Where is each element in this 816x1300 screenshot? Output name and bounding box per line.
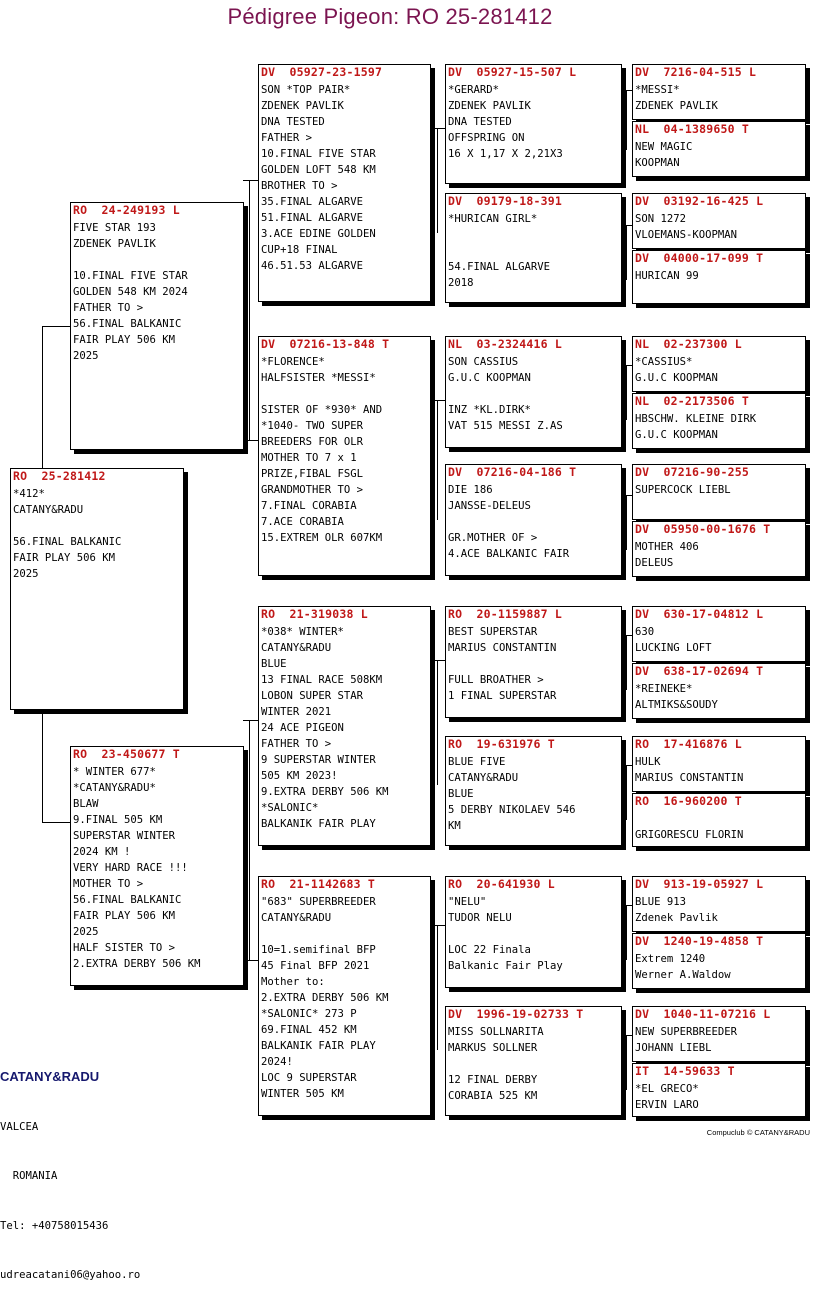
card-line: HBSCHW. KLEINE DIRK [635, 413, 757, 425]
card-line: * WINTER 677* [73, 766, 156, 778]
card-line: 9.EXTRA DERBY 506 KM [261, 786, 389, 798]
card-line: 9.FINAL 505 KM [73, 814, 163, 826]
card-notes [446, 1022, 621, 1104]
card-line: *EL GRECO* [635, 1083, 699, 1095]
connector [622, 225, 632, 226]
card-line: BALKANIK FAIR PLAY [261, 1040, 376, 1052]
pedigree-card-g12[interactable] [632, 793, 806, 847]
card-line: *CASSIUS* [635, 356, 693, 368]
card-notes [446, 752, 621, 834]
card-line: DNA TESTED [261, 116, 325, 128]
ring-number: RO 20-641930 L [448, 877, 555, 891]
card-notes [11, 484, 183, 582]
ring-number: DV 638-17-02694 T [635, 664, 764, 678]
card-line: G.U.C KOOPMAN [448, 372, 531, 384]
card-line: GRANDMOTHER TO > [261, 484, 364, 496]
card-line [448, 926, 619, 942]
card-line: 56.FINAL BALKANIC [13, 536, 122, 548]
card-line: MARKUS SOLLNER [448, 1042, 538, 1054]
card-line: TUDOR NELU [448, 912, 512, 924]
card-notes [446, 622, 621, 704]
ring-number: DV 05950-00-1676 T [635, 522, 771, 536]
connector [243, 720, 258, 721]
card-line: 9 SUPERSTAR WINTER [261, 754, 376, 766]
card-line: 35.FINAL ALGARVE [261, 196, 364, 208]
card-line: FAIR PLAY 506 KM [73, 910, 176, 922]
card-line: 10.FINAL FIVE STAR [73, 270, 188, 282]
card-line: "683" SUPERBREEDER [261, 896, 376, 908]
card-line: INZ *KL.DIRK* [448, 404, 531, 416]
card-line: BREEDERS FOR OLR [261, 436, 364, 448]
card-line: 2.EXTRA DERBY 506 KM [73, 958, 201, 970]
card-line: MOTHER TO 7 x 1 [261, 452, 357, 464]
pedigree-card-mmm[interactable] [445, 1006, 622, 1116]
card-line: 12 FINAL DERBY [448, 1074, 538, 1086]
ring-number: IT 14-59633 T [635, 1064, 735, 1078]
pedigree-card-ff[interactable] [258, 64, 431, 302]
card-notes [446, 80, 621, 162]
connector [626, 765, 627, 820]
card-notes [71, 762, 243, 972]
card-line: G.U.C KOOPMAN [635, 372, 718, 384]
card-line: ALTMIKS&SOUDY [635, 699, 718, 711]
connector [622, 905, 632, 906]
pedigree-card-g11[interactable] [632, 736, 806, 792]
card-line: CATANY&RADU [448, 772, 519, 784]
card-line: CATANY&RADU [261, 642, 332, 654]
ring-number: DV 1996-19-02733 T [448, 1007, 584, 1021]
breeder-country: ROMANIA [0, 1170, 58, 1182]
card-line [448, 656, 619, 672]
connector [437, 925, 438, 1050]
card-line: SUPERSTAR WINTER [73, 830, 176, 842]
card-notes [633, 480, 805, 498]
connector [243, 440, 258, 441]
card-line: JANSSE-DELEUS [448, 500, 531, 512]
card-line: DNA TESTED [448, 116, 512, 128]
card-line: 46.51.53 ALGARVE [261, 260, 364, 272]
card-line: *1040- TWO SUPER [261, 420, 364, 432]
card-line: KOOPMAN [635, 157, 680, 169]
card-line: ERVIN LARO [635, 1099, 699, 1111]
card-line: JOHANN LIEBL [635, 1042, 712, 1054]
card-line: BEST SUPERSTAR [448, 626, 538, 638]
card-line: 45 Final BFP 2021 [261, 960, 370, 972]
card-notes [633, 1079, 805, 1113]
card-line: 5 DERBY NIKOLAEV 546 [448, 804, 576, 816]
pedigree-card-g15[interactable] [632, 1006, 806, 1062]
card-line: CORABIA 525 KM [448, 1090, 538, 1102]
pedigree-card-g3[interactable] [632, 193, 806, 249]
card-line: SON *TOP PAIR* [261, 84, 351, 96]
pedigree-card-g5[interactable] [632, 336, 806, 392]
card-line: Balkanic Fair Play [448, 960, 563, 972]
ring-number: DV 1240-19-4858 T [635, 934, 764, 948]
card-notes [633, 352, 805, 386]
breeder-phone[interactable]: Tel: +40758015436 [0, 1219, 109, 1232]
card-notes [259, 622, 430, 832]
card-notes [633, 752, 805, 786]
connector [626, 225, 627, 280]
pedigree-card-fmm[interactable] [445, 464, 622, 576]
card-line: *SALONIC* 273 P [261, 1008, 357, 1020]
card-line: 2024 KM ! [73, 846, 131, 858]
connector [626, 635, 627, 690]
card-line: 24 ACE PIGEON [261, 722, 344, 734]
card-line: Werner A.Waldow [635, 969, 731, 981]
card-line: SON CASSIUS [448, 356, 519, 368]
pedigree-card-fff[interactable] [445, 64, 622, 184]
card-line: *038* WINTER* [261, 626, 344, 638]
connector [626, 905, 627, 960]
card-line: G.U.C KOOPMAN [635, 429, 718, 441]
card-line: Mother to: [261, 976, 325, 988]
connector [626, 1035, 627, 1090]
connector [626, 90, 627, 150]
connector [437, 400, 438, 520]
card-line: 2025 [73, 350, 99, 362]
card-notes [633, 537, 805, 571]
card-line: *FLORENCE* [261, 356, 325, 368]
card-line: 10.FINAL FIVE STAR [261, 148, 376, 160]
connector [622, 1035, 632, 1036]
ring-number: DV 07216-13-848 T [261, 337, 390, 351]
card-notes [259, 80, 430, 274]
card-line: CATANY&RADU [261, 912, 332, 924]
card-line [448, 514, 619, 530]
card-line: SISTER OF *930* AND [261, 404, 383, 416]
card-line: *HURICAN GIRL* [448, 213, 538, 225]
card-notes [633, 622, 805, 656]
card-line: ZDENEK PAVLIK [448, 100, 531, 112]
card-notes [259, 352, 430, 546]
connector [622, 635, 632, 636]
card-line: 7.FINAL CORABIA [261, 500, 357, 512]
pedigree-card-mf[interactable] [258, 606, 431, 846]
connector [42, 326, 70, 327]
card-line: KM [448, 820, 461, 832]
card-line: ZDENEK PAVLIK [261, 100, 344, 112]
card-line: 56.FINAL BALKANIC [73, 318, 182, 330]
card-line: FAIR PLAY 506 KM [13, 552, 116, 564]
card-line: 630 [635, 626, 655, 638]
card-line: 505 KM 2023! [261, 770, 338, 782]
card-notes [633, 409, 805, 443]
connector [249, 180, 250, 440]
pedigree-card-g10[interactable] [632, 663, 806, 719]
card-line: LOC 22 Finala [448, 944, 531, 956]
pedigree-card-father[interactable] [70, 202, 244, 450]
connector [243, 960, 258, 961]
connector [437, 128, 438, 233]
card-line: 2018 [448, 277, 474, 289]
card-line: 54.FINAL ALGARVE [448, 261, 551, 273]
card-line: BLUE [448, 788, 474, 800]
card-line: FATHER > [261, 132, 313, 144]
card-line: BROTHER TO > [261, 180, 338, 192]
card-line [448, 386, 619, 402]
card-line: "NELU" [448, 896, 487, 908]
card-line: VERY HARD RACE !!! [73, 862, 188, 874]
breeder-name: CATANY&RADU [0, 1069, 100, 1084]
ring-number: DV 04000-17-099 T [635, 251, 764, 265]
card-notes [633, 809, 805, 843]
ring-number: DV 7216-04-515 L [635, 65, 757, 79]
ring-number: RO 23-450677 T [73, 747, 180, 761]
card-line: LOC 9 SUPERSTAR [261, 1072, 357, 1084]
ring-number: RO 19-631976 T [448, 737, 555, 751]
pedigree-card-g4[interactable] [632, 250, 806, 304]
card-line [261, 926, 428, 942]
card-line: 56.FINAL BALKANIC [73, 894, 182, 906]
card-line: WINTER 505 KM [261, 1088, 344, 1100]
card-line: NEW MAGIC [635, 141, 693, 153]
pedigree-card-g7[interactable] [632, 464, 806, 520]
card-line: SUPERCOCK LIEBL [635, 484, 731, 496]
card-line [448, 243, 619, 259]
pedigree-card-g1[interactable] [632, 64, 806, 120]
ring-number: RO 25-281412 [13, 469, 106, 483]
card-line: GOLDEN 548 KM 2024 [73, 286, 188, 298]
card-line: FIVE STAR 193 [73, 222, 156, 234]
card-line [448, 227, 619, 243]
card-notes [633, 137, 805, 171]
card-line: VAT 515 MESSI Z.AS [448, 420, 563, 432]
card-line: *GERARD* [448, 84, 500, 96]
card-line [448, 1056, 619, 1072]
card-line: CUP+18 FINAL [261, 244, 338, 256]
card-line: BLUE FIVE [448, 756, 506, 768]
card-line: FATHER TO > [261, 738, 332, 750]
pedigree-card-g16[interactable] [632, 1063, 806, 1117]
card-line: HURICAN 99 [635, 270, 699, 282]
card-line: 10=1.semifinal BFP [261, 944, 376, 956]
card-line: 4.ACE BALKANIC FAIR [448, 548, 570, 560]
pedigree-card-mother[interactable] [70, 746, 244, 986]
card-line: Zdenek Pavlik [635, 912, 718, 924]
ring-number: RO 21-319038 L [261, 607, 368, 621]
card-notes [446, 480, 621, 562]
card-line: 2025 [13, 568, 39, 580]
card-line: 51.FINAL ALGARVE [261, 212, 364, 224]
card-notes [633, 949, 805, 983]
card-notes [446, 209, 621, 291]
card-line: MARIUS CONSTANTIN [448, 642, 557, 654]
card-line: Extrem 1240 [635, 953, 706, 965]
pedigree-card-subject[interactable] [10, 468, 184, 710]
ring-number: DV 03192-16-425 L [635, 194, 764, 208]
card-line: *SALONIC* [261, 802, 319, 814]
pedigree-card-g9[interactable] [632, 606, 806, 662]
card-line: DIE 186 [448, 484, 493, 496]
connector [42, 326, 43, 468]
card-line: HULK [635, 756, 661, 768]
card-line: ZDENEK PAVLIK [635, 100, 718, 112]
card-line [73, 252, 241, 268]
pedigree-card-fmf[interactable] [445, 336, 622, 448]
ring-number: RO 16-960200 T [635, 794, 742, 808]
card-line: SON 1272 [635, 213, 687, 225]
card-line: GRIGORESCU FLORIN [635, 829, 744, 841]
ring-number: RO 20-1159887 L [448, 607, 562, 621]
card-line: 7.ACE CORABIA [261, 516, 344, 528]
card-line [635, 811, 803, 827]
connector [626, 495, 627, 550]
ring-number: DV 05927-23-1597 [261, 65, 383, 79]
connector [622, 365, 632, 366]
card-notes [446, 892, 621, 974]
pedigree-card-mff[interactable] [445, 606, 622, 718]
card-notes [633, 679, 805, 713]
pedigree-card-g14[interactable] [632, 933, 806, 989]
breeder-city: VALCEA [0, 1120, 39, 1133]
card-line: 2025 [73, 926, 99, 938]
connector [626, 365, 627, 420]
card-line: MOTHER 406 [635, 541, 699, 553]
pedigree-card-g6[interactable] [632, 393, 806, 449]
footer-credit: Compuclub © CATANY&RADU [706, 1128, 810, 1137]
connector [622, 495, 632, 496]
card-line: VLOEMANS-KOOPMAN [635, 229, 738, 241]
card-line: GOLDEN LOFT 548 KM [261, 164, 376, 176]
card-notes [633, 892, 805, 926]
card-line: LUCKING LOFT [635, 642, 712, 654]
card-line: *412* [13, 488, 45, 500]
card-line: 3.ACE EDINE GOLDEN [261, 228, 376, 240]
connector [622, 765, 632, 766]
ring-number: DV 07216-90-255 [635, 465, 749, 479]
card-line: HALF SISTER TO > [73, 942, 176, 954]
card-line: 16 X 1,17 X 2,21X3 [448, 148, 563, 160]
ring-number: NL 02-237300 L [635, 337, 742, 351]
page-title: Pédigree Pigeon: RO 25-281412 [227, 4, 553, 29]
breeder-contact [0, 1036, 140, 1300]
ring-number: RO 21-1142683 T [261, 877, 375, 891]
card-line: *CATANY&RADU* [73, 782, 156, 794]
card-line: NEW SUPERBREEDER [635, 1026, 738, 1038]
pedigree-card-mmf[interactable] [445, 876, 622, 988]
card-line: WINTER 2021 [261, 706, 332, 718]
card-line: 15.EXTREM OLR 607KM [261, 532, 383, 544]
connector [622, 90, 632, 91]
card-line: FAIR PLAY 506 KM [73, 334, 176, 346]
card-line: 13 FINAL RACE 508KM [261, 674, 383, 686]
card-line: MARIUS CONSTANTIN [635, 772, 744, 784]
card-line: GR.MOTHER OF > [448, 532, 538, 544]
card-line: DELEUS [635, 557, 674, 569]
card-line: ZDENEK PAVLIK [73, 238, 156, 250]
card-notes [633, 80, 805, 114]
card-line: FATHER TO > [73, 302, 144, 314]
card-line: CATANY&RADU [13, 504, 84, 516]
ring-number: DV 07216-04-186 T [448, 465, 577, 479]
card-line: BLAW [73, 798, 99, 810]
card-line: OFFSPRING ON [448, 132, 525, 144]
ring-number: DV 05927-15-507 L [448, 65, 577, 79]
card-line: LOBON SUPER STAR [261, 690, 364, 702]
connector [437, 660, 438, 785]
card-notes [446, 352, 621, 434]
pedigree-card-g8[interactable] [632, 521, 806, 577]
card-line [261, 386, 428, 402]
card-notes [633, 209, 805, 243]
card-line: BLUE [261, 658, 287, 670]
ring-number: NL 04-1389650 T [635, 122, 749, 136]
pedigree-card-mfm[interactable] [445, 736, 622, 846]
pedigree-card-g13[interactable] [632, 876, 806, 932]
card-line: *REINEKE* [635, 683, 693, 695]
connector [42, 822, 70, 823]
card-notes [633, 1022, 805, 1056]
ring-number: NL 03-2324416 L [448, 337, 562, 351]
card-notes [633, 266, 805, 284]
pedigree-card-ffm[interactable] [445, 193, 622, 303]
card-line: BLUE 913 [635, 896, 687, 908]
pedigree-card-fm[interactable] [258, 336, 431, 576]
card-line: BALKANIK FAIR PLAY [261, 818, 376, 830]
card-line: MOTHER TO > [73, 878, 144, 890]
card-notes [71, 218, 243, 364]
pedigree-card-mm[interactable] [258, 876, 431, 1116]
ring-number: RO 17-416876 L [635, 737, 742, 751]
ring-number: DV 09179-18-391 [448, 194, 562, 208]
card-line: *MESSI* [635, 84, 680, 96]
card-line: HALFSISTER *MESSI* [261, 372, 376, 384]
card-line: 69.FINAL 452 KM [261, 1024, 357, 1036]
card-line: 2.EXTRA DERBY 506 KM [261, 992, 389, 1004]
card-line: FULL BROATHER > [448, 674, 544, 686]
card-line: MISS SOLLNARITA [448, 1026, 544, 1038]
pedigree-card-g2[interactable] [632, 121, 806, 177]
card-line: 1 FINAL SUPERSTAR [448, 690, 557, 702]
connector [249, 720, 250, 960]
connector [243, 180, 258, 181]
card-notes [259, 892, 430, 1102]
ring-number: DV 630-17-04812 L [635, 607, 764, 621]
connector [42, 710, 43, 822]
breeder-email[interactable]: udreacatani06@yahoo.ro [0, 1269, 141, 1281]
card-line: 2024! [261, 1056, 293, 1068]
ring-number: DV 1040-11-07216 L [635, 1007, 771, 1021]
ring-number: DV 913-19-05927 L [635, 877, 764, 891]
ring-number: RO 24-249193 L [73, 203, 180, 217]
card-line: PRIZE,FIBAL FSGL [261, 468, 364, 480]
ring-number: NL 02-2173506 T [635, 394, 749, 408]
card-line [13, 518, 181, 534]
